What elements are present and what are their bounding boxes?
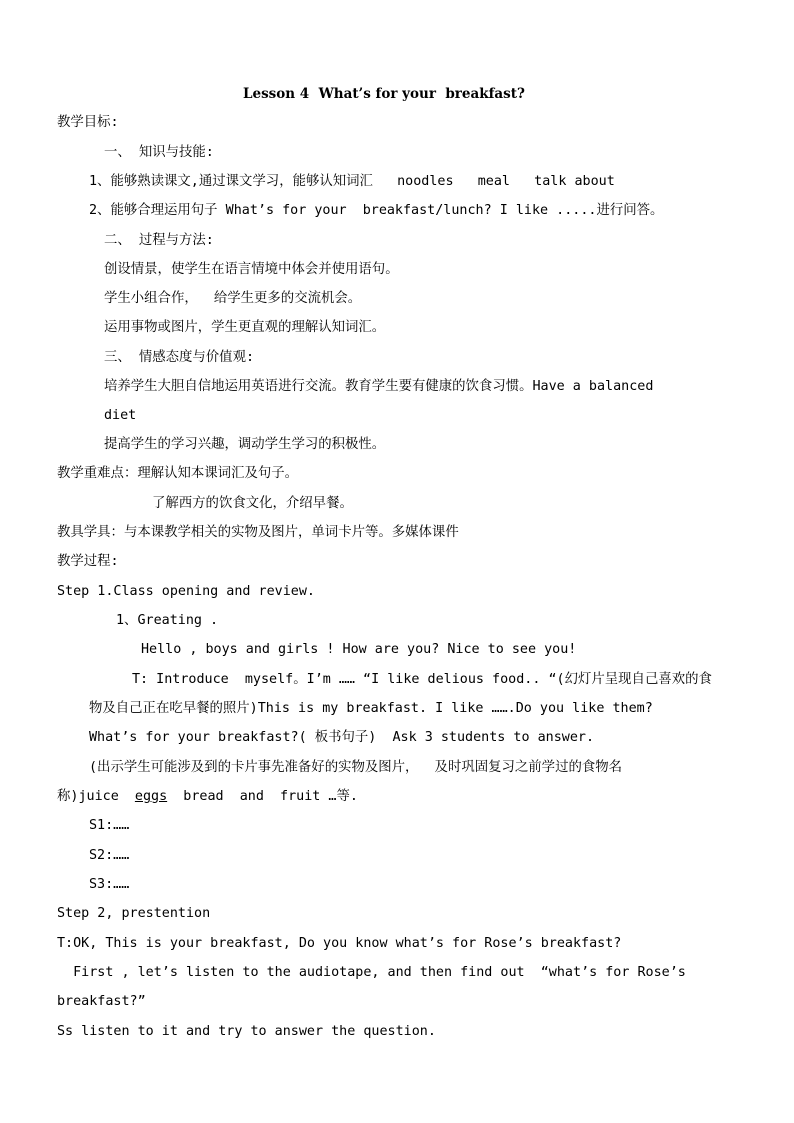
procedure-heading: 教学过程: (57, 554, 119, 569)
process-item-2: 学生小组合作， 给学生更多的交流机会。 (104, 291, 362, 306)
step-1-heading: Step 1.Class opening and review. (57, 584, 315, 599)
attitude-heading: 三、 情感态度与价值观: (104, 350, 255, 365)
teacher-line-5 (57, 787, 358, 807)
attitude-item-2: 提高学生的学习兴趣，调动学生学习的积极性。 (104, 437, 386, 452)
attitude-item-1-cont: diet (104, 408, 137, 423)
student-2: S2:…… (89, 848, 130, 863)
teacher-ok-line: T:OK, This is your breakfast, Do you know what’s for Rose’s breakfast? (57, 936, 622, 951)
process-item-3: 运用事物或图片，学生更直观的理解认知词汇。 (104, 320, 386, 335)
teacher-line-3: What’s for your breakfast?( 板书句子) Ask 3 students to answer. (89, 730, 595, 745)
process-item-1: 创设情景，使学生在语言情境中体会并使用语句。 (104, 262, 399, 277)
teacher-line-4: (出示学生可能涉及到的卡片事先准备好的实物及图片， 及时巩固复习之前学过的食物名 (89, 760, 623, 775)
food-list-start: 称)juice (57, 789, 135, 804)
food-list-end: bread and fruit …等. (167, 789, 358, 804)
food-eggs: eggs (134, 789, 168, 804)
process-heading: 二、 过程与方法: (104, 233, 214, 248)
knowledge-heading: 一、 知识与技能: (104, 145, 214, 160)
knowledge-item-1: 1、能够熟读课文,通过课文学习，能够认知词汇 noodles meal talk about (89, 174, 615, 189)
students-listen-line: Ss listen to it and try to answer the question. (57, 1024, 436, 1039)
first-listen-line: First , let’s listen to the audiotape, and then find out “what’s for Rose’s (57, 965, 686, 980)
step-2-heading: Step 2, prestention (57, 906, 211, 921)
key-points: 教学重难点：理解认知本课词汇及句子。 (57, 466, 299, 481)
lesson-title: Lesson 4 What’s for your breakfast? (243, 86, 525, 102)
teaching-aids: 教具学具：与本课教学相关的实物及图片，单词卡片等。多媒体课件 (57, 525, 459, 540)
attitude-item-1: 培养学生大胆自信地运用英语进行交流。教育学生要有健康的饮食习惯。Have a balanced (104, 379, 654, 394)
objectives-heading: 教学目标: (57, 115, 119, 130)
student-3: S3:…… (89, 877, 130, 892)
greeting-item: 1、Greating . (116, 613, 219, 628)
hello-line: Hello , boys and girls ! How are you? Nice to see you! (141, 642, 577, 657)
key-points-2: 了解西方的饮食文化，介绍早餐。 (152, 496, 353, 511)
knowledge-item-2: 2、能够合理运用句子 What’s for your breakfast/lunch? I like .....进行问答。 (89, 203, 664, 218)
first-listen-line-cont: breakfast?” (57, 994, 146, 1009)
teacher-line-1: T: Introduce myself。I’m …… “I like delious food.. “(幻灯片呈现自己喜欢的食 (132, 672, 712, 687)
student-1: S1:…… (89, 818, 130, 833)
teacher-line-2: 物及自己正在吃早餐的照片)This is my breakfast. I like …….Do you like them? (89, 701, 653, 716)
